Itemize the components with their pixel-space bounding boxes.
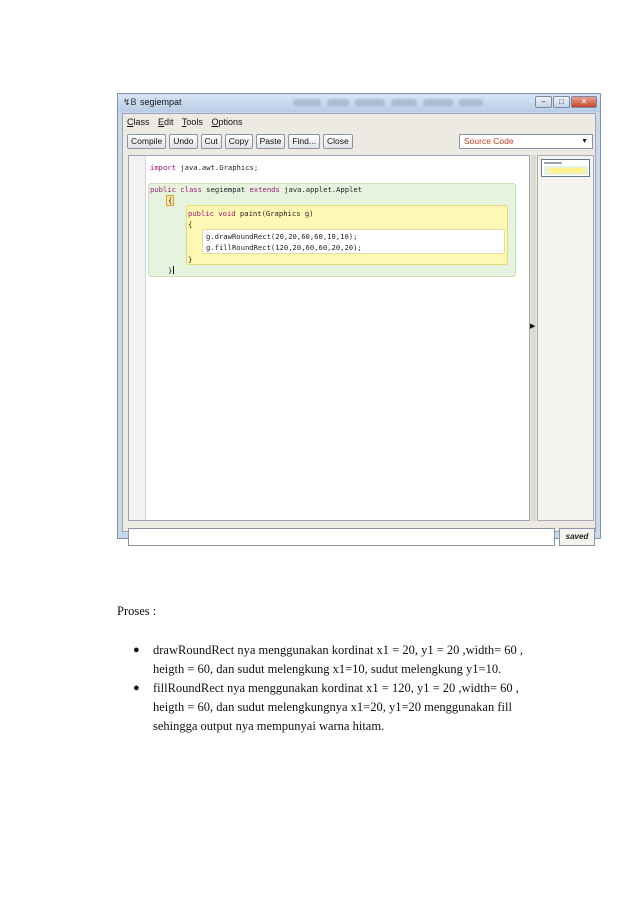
code-line-class-open: {: [168, 196, 173, 205]
navigation-view[interactable]: [537, 155, 594, 521]
view-select-value: Source Code: [464, 136, 514, 146]
minimize-button[interactable]: –: [535, 96, 552, 108]
code-line-method-close: }: [188, 255, 193, 264]
status-message-field: [128, 528, 555, 546]
line-gutter: [129, 156, 146, 520]
code-line-drawroundrect: g.drawRoundRect(20,20,60,60,10,10);: [206, 232, 358, 241]
code-line-method-decl: public void paint(Graphics g): [188, 209, 314, 218]
menu-class[interactable]: Class: [127, 117, 150, 127]
maximize-button[interactable]: □: [553, 96, 570, 108]
find-button[interactable]: Find...: [288, 134, 320, 149]
editor-window: [117, 93, 601, 539]
explanation-list: [133, 641, 553, 736]
paste-button[interactable]: Paste: [256, 134, 286, 149]
bluej-app-icon: ↯B: [123, 97, 137, 107]
list-item: [133, 679, 553, 736]
saved-status-label: saved: [559, 528, 595, 546]
toolbar: [127, 134, 356, 149]
menu-edit[interactable]: Edit: [158, 117, 174, 127]
view-select[interactable]: [459, 134, 593, 149]
title-bar[interactable]: [118, 94, 600, 112]
menu-tools[interactable]: Tools: [181, 117, 203, 127]
bullet-icon: ●: [133, 644, 140, 656]
code-line-fillroundrect: g.fillRoundRect(120,20,60,60,20,20);: [206, 243, 362, 252]
copy-button[interactable]: Copy: [225, 134, 253, 149]
menu-bar: [127, 117, 248, 127]
code-line-method-open: {: [188, 220, 193, 229]
panel-splitter[interactable]: [531, 155, 536, 521]
editor-frame: [122, 113, 596, 541]
proses-heading: Proses :: [117, 604, 157, 618]
list-item: [133, 641, 553, 679]
cut-button[interactable]: Cut: [201, 134, 222, 149]
compile-button[interactable]: Compile: [127, 134, 166, 149]
menu-options[interactable]: Options: [211, 117, 243, 127]
close-button[interactable]: Close: [323, 134, 353, 149]
code-line-class-close: }: [168, 266, 173, 275]
code-editor[interactable]: [128, 155, 530, 521]
window-controls: [534, 96, 597, 108]
bullet-line: fillRoundRect nya menggunakan kordinat x1 = 120, y1 = 20 ,width= 60 ,: [153, 681, 519, 695]
bullet-line: heigth = 60, dan sudut melengkungnya x1=20, y1=20 menggunakan fill: [153, 700, 512, 714]
close-window-button[interactable]: ✕: [571, 96, 597, 108]
window-title: segiempat: [140, 97, 182, 107]
splitter-arrow-icon[interactable]: ▶: [530, 322, 536, 330]
blurred-background-titles: [293, 98, 523, 107]
navview-thumbnail[interactable]: [541, 159, 590, 177]
bullet-line: drawRoundRect nya menggunakan kordinat x1 = 20, y1 = 20 ,width= 60 ,: [153, 643, 524, 657]
chevron-down-icon: ▼: [581, 138, 588, 145]
code-line-import: import java.awt.Graphics;: [150, 163, 259, 172]
undo-button[interactable]: Undo: [169, 134, 197, 149]
code-line-class-decl: public class segiempat extends java.applet.Applet: [150, 185, 363, 194]
bullet-line: sehingga output nya mempunyai warna hitam.: [153, 719, 385, 733]
bullet-icon: ●: [133, 682, 140, 694]
bullet-line: heigth = 60, dan sudut melengkung x1=10, sudut melengkung y1=10.: [153, 662, 502, 676]
